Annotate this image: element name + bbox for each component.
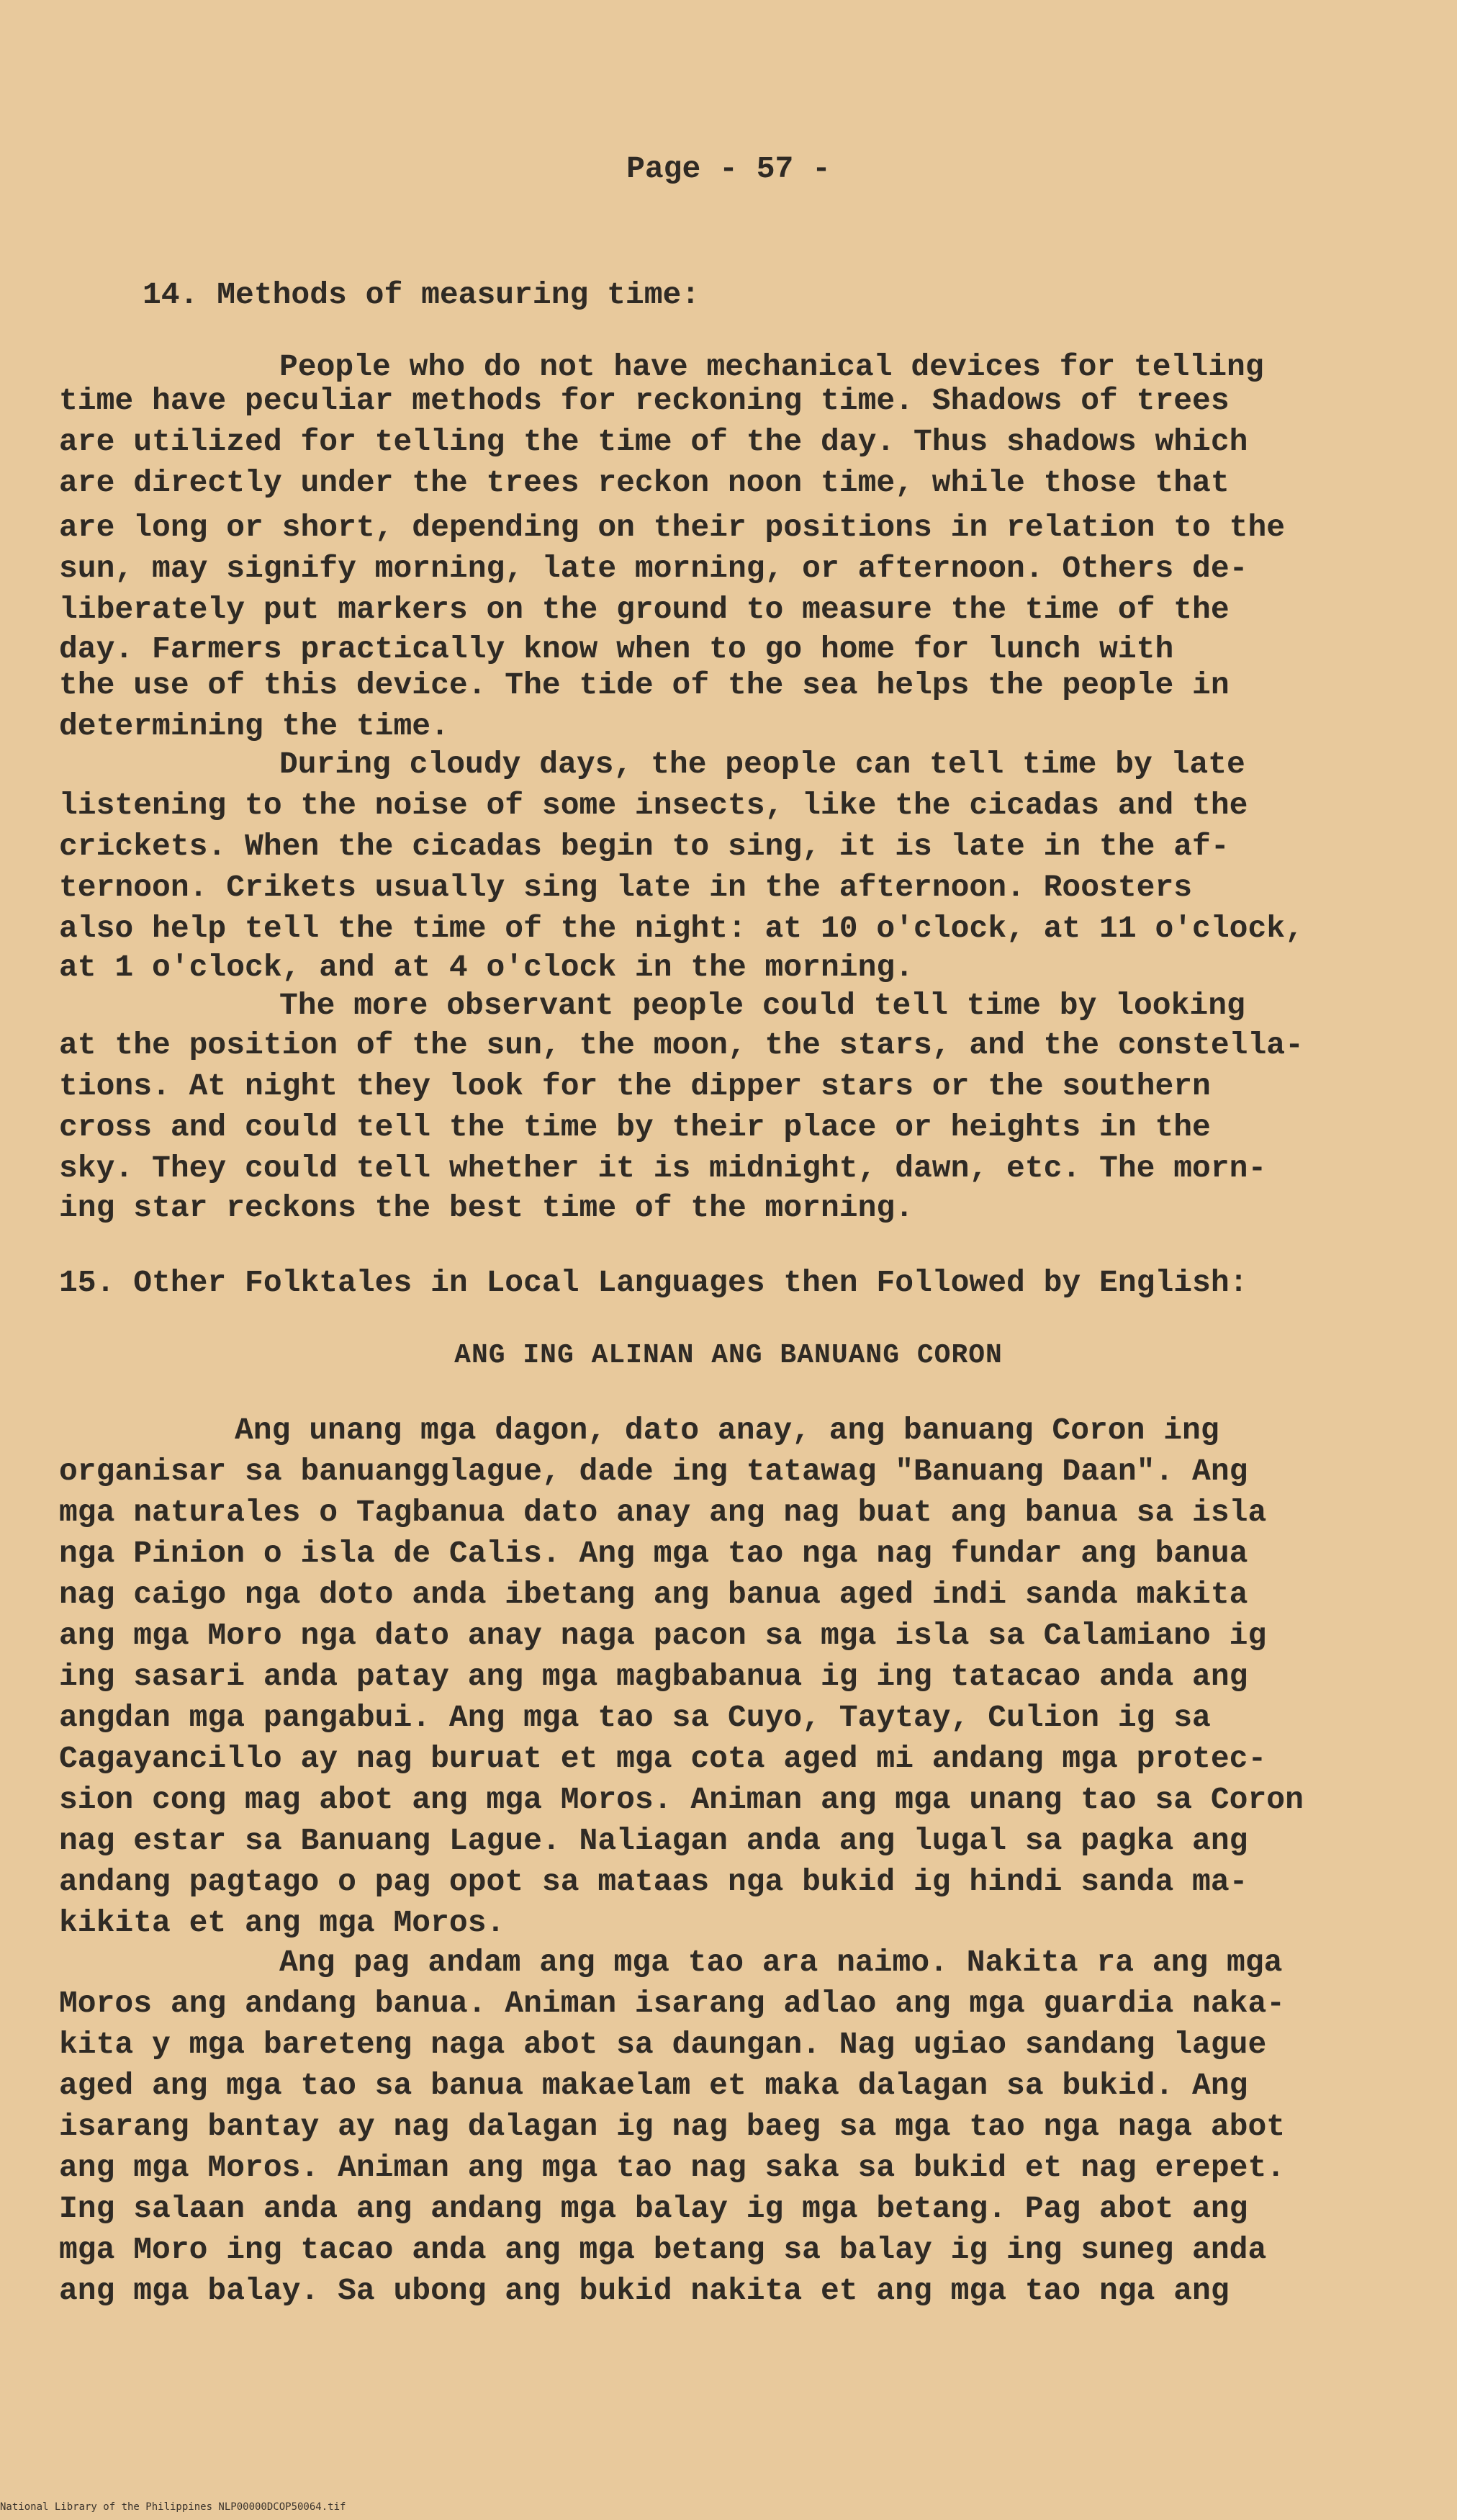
text-line: mga naturales o Tagbanua dato anay ang nag buat ang banua sa isla (59, 1495, 1267, 1530)
text-line: Ang pag andam ang mga tao ara naimo. Nakita ra ang mga (279, 1945, 1283, 1980)
page-number: Page - 57 - (626, 151, 831, 186)
text-line: sky. They could tell whether it is midnight, dawn, etc. The morn- (59, 1151, 1267, 1186)
text-line: determining the time. (59, 708, 449, 744)
text-line: ang mga Moro nga dato anay naga pacon sa mga isla sa Calamiano ig (59, 1618, 1267, 1653)
text-line: are utilized for telling the time of the day. Thus shadows which (59, 424, 1248, 459)
text-line: isarang bantay ay nag dalagan ig nag baeg sa mga tao nga naga abot (59, 2109, 1286, 2144)
text-line: sion cong mag abot ang mga Moros. Animan ang mga unang tao sa Coron (59, 1782, 1304, 1817)
text-line: are directly under the trees reckon noon time, while those that (59, 465, 1230, 500)
folktale-title: ANG ING ALINAN ANG BANUANG CORON (454, 1340, 1003, 1371)
section-14-heading: 14. Methods of measuring time: (143, 277, 700, 312)
text-line: People who do not have mechanical devices for telling (279, 349, 1264, 384)
text-line: sun, may signify morning, late morning, or afternoon. Others de- (59, 551, 1248, 586)
text-line: ternoon. Crikets usually sing late in the afternoon. Roosters (59, 870, 1193, 905)
text-line: organisar sa banuangglague, dade ing tatawag "Banuang Daan". Ang (59, 1454, 1248, 1489)
text-line: aged ang mga tao sa banua makaelam et maka dalagan sa bukid. Ang (59, 2068, 1248, 2103)
text-line: nag estar sa Banuang Lague. Naliagan anda ang lugal sa pagka ang (59, 1823, 1248, 1858)
text-line: Cagayancillo ay nag buruat et mga cota aged mi andang mga protec- (59, 1741, 1267, 1776)
text-line: nga Pinion o isla de Calis. Ang mga tao nga nag fundar ang banua (59, 1536, 1248, 1571)
text-line: cross and could tell the time by their place or heights in the (59, 1110, 1211, 1145)
text-line: ing sasari anda patay ang mga magbabanua ig ing tatacao anda ang (59, 1659, 1248, 1694)
text-line: nag caigo nga doto anda ibetang ang banua aged indi sanda makita (59, 1577, 1248, 1612)
section-15-heading: 15. Other Folktales in Local Languages then Followed by English: (59, 1265, 1248, 1300)
text-line: at the position of the sun, the moon, the stars, and the constella- (59, 1027, 1304, 1063)
text-line: Ing salaan anda ang andang mga balay ig mga betang. Pag abot ang (59, 2191, 1248, 2226)
footer-caption: National Library of the Philippines NLP00000DCOP50064.tif (0, 2501, 346, 2513)
text-line: angdan mga pangabui. Ang mga tao sa Cuyo, Taytay, Culion ig sa (59, 1700, 1211, 1735)
text-line: The more observant people could tell time by looking (279, 988, 1245, 1023)
text-line: Ang unang mga dagon, dato anay, ang banuang Coron ing (235, 1413, 1219, 1448)
text-line: the use of this device. The tide of the sea helps the people in (59, 667, 1230, 703)
text-line: are long or short, depending on their positions in relation to the (59, 510, 1286, 545)
text-line: ang mga balay. Sa ubong ang bukid nakita et ang mga tao nga ang (59, 2273, 1230, 2308)
text-line: listening to the noise of some insects, like the cicadas and the (59, 788, 1248, 823)
text-line: kita y mga bareteng naga abot sa daungan. Nag ugiao sandang lague (59, 2027, 1267, 2062)
text-line: kikita et ang mga Moros. (59, 1905, 505, 1940)
text-line: liberately put markers on the ground to measure the time of the (59, 592, 1230, 627)
text-line: day. Farmers practically know when to go home for lunch with (59, 631, 1174, 667)
text-line: ang mga Moros. Animan ang mga tao nag saka sa bukid et nag erepet. (59, 2150, 1286, 2185)
text-line: crickets. When the cicadas begin to sing, it is late in the af- (59, 829, 1230, 864)
text-line: Moros ang andang banua. Animan isarang adlao ang mga guardia naka- (59, 1986, 1286, 2021)
text-line: at 1 o'clock, and at 4 o'clock in the morning. (59, 950, 914, 985)
text-line: andang pagtago o pag opot sa mataas nga bukid ig hindi sanda ma- (59, 1864, 1248, 1899)
text-line: During cloudy days, the people can tell time by late (279, 747, 1245, 782)
text-line: also help tell the time of the night: at 10 o'clock, at 11 o'clock, (59, 911, 1304, 946)
text-line: mga Moro ing tacao anda ang mga betang sa balay ig ing suneg anda (59, 2232, 1267, 2267)
text-line: time have peculiar methods for reckoning time. Shadows of trees (59, 383, 1230, 418)
text-line: tions. At night they look for the dipper stars or the southern (59, 1068, 1211, 1104)
text-line: ing star reckons the best time of the morning. (59, 1190, 914, 1225)
